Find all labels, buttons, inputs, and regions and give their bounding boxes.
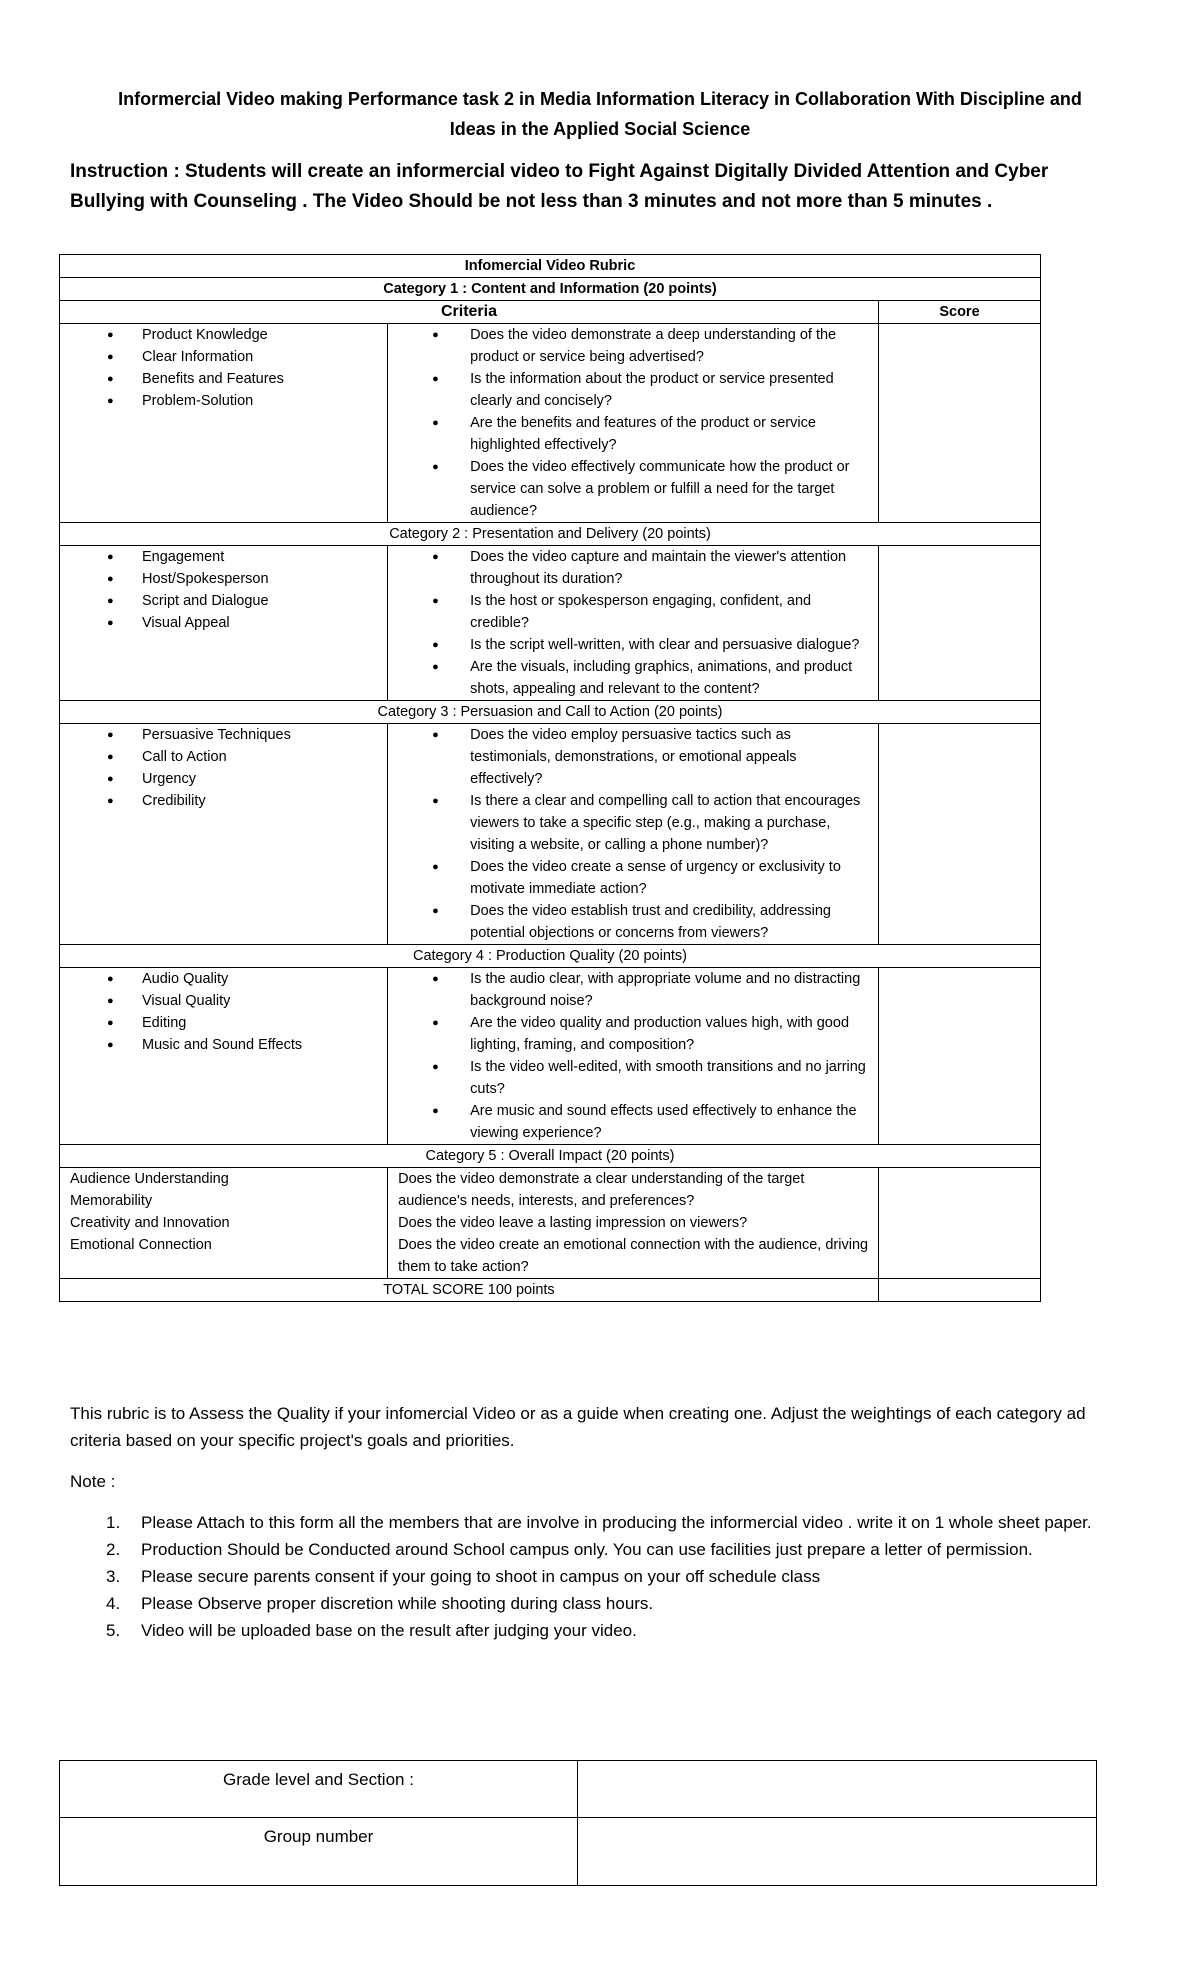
category-1-questions <box>388 324 879 523</box>
list-item: ● Are the benefits and features of the product or service highlighted effectively? <box>388 412 878 456</box>
list-item: ● Music and Sound Effects <box>60 1034 387 1056</box>
category-5-questions <box>388 1168 879 1279</box>
category-1-header: Category 1 : Content and Information (20 points) <box>60 278 1041 301</box>
category-header-row <box>60 523 1041 546</box>
list-item: ● Visual Quality <box>60 990 387 1012</box>
group-row <box>60 1818 1097 1886</box>
category-header-row <box>60 701 1041 724</box>
rubric-title: Infomercial Video Rubric <box>60 255 1041 278</box>
note-text: Production Should be Conducted around School campus only. You can use facilities just prepare a letter of permission. <box>141 1540 1033 1559</box>
rubric-guidance: This rubric is to Assess the Quality if your infomercial Video or as a guide when creating one. Adjust the weightings of each category ad criteria based on your specific project's goals and priorities. <box>70 1404 1086 1450</box>
note-number: 1. <box>106 1513 121 1532</box>
list-item: ● Product Knowledge <box>60 324 387 346</box>
rubric-title-row <box>60 255 1041 278</box>
list-item: ● Does the video effectively communicate how the product or service can solve a problem or fulfill a need for the target audience? <box>388 456 878 522</box>
note-item <box>70 1536 1130 1563</box>
score-header: Score <box>878 301 1040 324</box>
list-item: ● Does the video create a sense of urgency or exclusivity to motivate immediate action? <box>388 856 878 900</box>
category-2-questions <box>388 546 879 701</box>
list-item: Emotional Connection <box>70 1237 212 1253</box>
list-item: Does the video leave a lasting impression on viewers? <box>398 1215 748 1231</box>
category-3-score-cell[interactable] <box>878 724 1040 945</box>
note-text: Please secure parents consent if your going to shoot in campus on your off schedule class <box>141 1567 821 1586</box>
category-5-score-cell[interactable] <box>878 1168 1040 1279</box>
category-3-items <box>60 724 388 945</box>
category-5-items <box>60 1168 388 1279</box>
list-item: ● Is the information about the product or service presented clearly and concisely? <box>388 368 878 412</box>
note-number: 2. <box>106 1540 121 1559</box>
list-item: ● Does the video employ persuasive tactics such as testimonials, demonstrations, or emotional appeals effectively? <box>388 724 878 790</box>
list-item: ● Script and Dialogue <box>60 590 387 612</box>
notes-section <box>70 1400 1130 1644</box>
note-item <box>70 1590 1130 1617</box>
category-1-score-cell[interactable] <box>878 324 1040 523</box>
instruction-line-1: Instruction : Students will create an informercial video to Fight Against Digitally Divided Attention and Cyber <box>70 161 1049 182</box>
category-4-row <box>60 968 1041 1145</box>
list-item: Memorability <box>70 1193 153 1209</box>
list-item: ● Does the video demonstrate a deep understanding of the product or service being advertised? <box>388 324 878 368</box>
category-4-items <box>60 968 388 1145</box>
document-title <box>60 84 1140 144</box>
grade-level-field[interactable] <box>578 1761 1097 1818</box>
list-item: ● Editing <box>60 1012 387 1034</box>
total-score-cell[interactable] <box>878 1279 1040 1302</box>
list-item: ● Is there a clear and compelling call to action that encourages viewers to take a specific step (e.g., making a purchase, visiting a website, or calling a phone number)? <box>388 790 878 856</box>
group-info-table <box>59 1760 1097 1886</box>
instruction-line-2: Bullying with Counseling . The Video Should be not less than 3 minutes and not more than 5 minutes . <box>70 191 993 212</box>
grade-row <box>60 1761 1097 1818</box>
note-number: 3. <box>106 1567 121 1586</box>
note-item <box>70 1563 1130 1590</box>
list-item: ● Call to Action <box>60 746 387 768</box>
instruction <box>70 157 1090 217</box>
category-2-header: Category 2 : Presentation and Delivery (20 points) <box>60 523 1041 546</box>
note-item <box>70 1509 1130 1536</box>
note-number: 4. <box>106 1594 121 1613</box>
category-header-row <box>60 945 1041 968</box>
list-item: ● Benefits and Features <box>60 368 387 390</box>
title-line-2: Ideas in the Applied Social Science <box>449 119 751 139</box>
group-number-label: Group number <box>60 1818 578 1886</box>
category-5-header: Category 5 : Overall Impact (20 points) <box>60 1145 1041 1168</box>
criteria-header: Criteria <box>60 301 879 324</box>
category-1-row <box>60 324 1041 523</box>
list-item: ● Credibility <box>60 790 387 812</box>
list-item: ● Clear Information <box>60 346 387 368</box>
list-item: ● Is the host or spokesperson engaging, confident, and credible? <box>388 590 878 634</box>
category-5-row <box>60 1168 1041 1279</box>
list-item: ● Are the video quality and production values high, with good lighting, framing, and composition? <box>388 1012 878 1056</box>
category-header-row <box>60 1145 1041 1168</box>
criteria-header-row <box>60 301 1041 324</box>
list-item: Does the video demonstrate a clear understanding of the target audience's needs, interests, and preferences? <box>398 1171 805 1209</box>
category-4-questions <box>388 968 879 1145</box>
list-item: ● Does the video capture and maintain the viewer's attention throughout its duration? <box>388 546 878 590</box>
category-2-items <box>60 546 388 701</box>
category-header-row <box>60 278 1041 301</box>
note-text: Video will be uploaded base on the result after judging your video. <box>141 1621 637 1640</box>
list-item: ● Visual Appeal <box>60 612 387 634</box>
list-item: ● Is the audio clear, with appropriate volume and no distracting background noise? <box>388 968 878 1012</box>
list-item: ● Problem-Solution <box>60 390 387 412</box>
category-3-questions <box>388 724 879 945</box>
list-item: ● Is the script well-written, with clear and persuasive dialogue? <box>388 634 878 656</box>
title-line-1: Informercial Video making Performance task 2 in Media Information Literacy in Collaboration With Discipline and <box>118 89 1082 109</box>
note-item <box>70 1617 1130 1644</box>
list-item: ● Engagement <box>60 546 387 568</box>
category-2-row <box>60 546 1041 701</box>
list-item: Does the video create an emotional connection with the audience, driving them to take action? <box>398 1237 869 1275</box>
list-item: ● Host/Spokesperson <box>60 568 387 590</box>
list-item: ● Are music and sound effects used effectively to enhance the viewing experience? <box>388 1100 878 1144</box>
list-item: ● Urgency <box>60 768 387 790</box>
rubric-table <box>59 254 1041 1302</box>
list-item: Audience Understanding <box>70 1171 229 1187</box>
list-item: ● Persuasive Techniques <box>60 724 387 746</box>
list-item: Creativity and Innovation <box>70 1215 230 1231</box>
note-text: Please Observe proper discretion while shooting during class hours. <box>141 1594 654 1613</box>
note-label: Note : <box>70 1472 116 1491</box>
total-score-label: TOTAL SCORE 100 points <box>60 1279 879 1302</box>
category-3-header: Category 3 : Persuasion and Call to Action (20 points) <box>60 701 1041 724</box>
group-number-field[interactable] <box>578 1818 1097 1886</box>
category-2-score-cell[interactable] <box>878 546 1040 701</box>
total-row <box>60 1279 1041 1302</box>
list-item: ● Is the video well-edited, with smooth transitions and no jarring cuts? <box>388 1056 878 1100</box>
list-item: ● Does the video establish trust and credibility, addressing potential objections or concerns from viewers? <box>388 900 878 944</box>
list-item: ● Are the visuals, including graphics, animations, and product shots, appealing and relevant to the content? <box>388 656 878 700</box>
category-4-score-cell[interactable] <box>878 968 1040 1145</box>
grade-level-label: Grade level and Section : <box>60 1761 578 1818</box>
note-number: 5. <box>106 1621 121 1640</box>
notes-list <box>70 1509 1130 1644</box>
category-3-row <box>60 724 1041 945</box>
list-item: ● Audio Quality <box>60 968 387 990</box>
category-1-items <box>60 324 388 523</box>
note-text: Please Attach to this form all the members that are involve in producing the informercial video . write it on 1 whole sheet paper. <box>141 1513 1092 1532</box>
category-4-header: Category 4 : Production Quality (20 points) <box>60 945 1041 968</box>
